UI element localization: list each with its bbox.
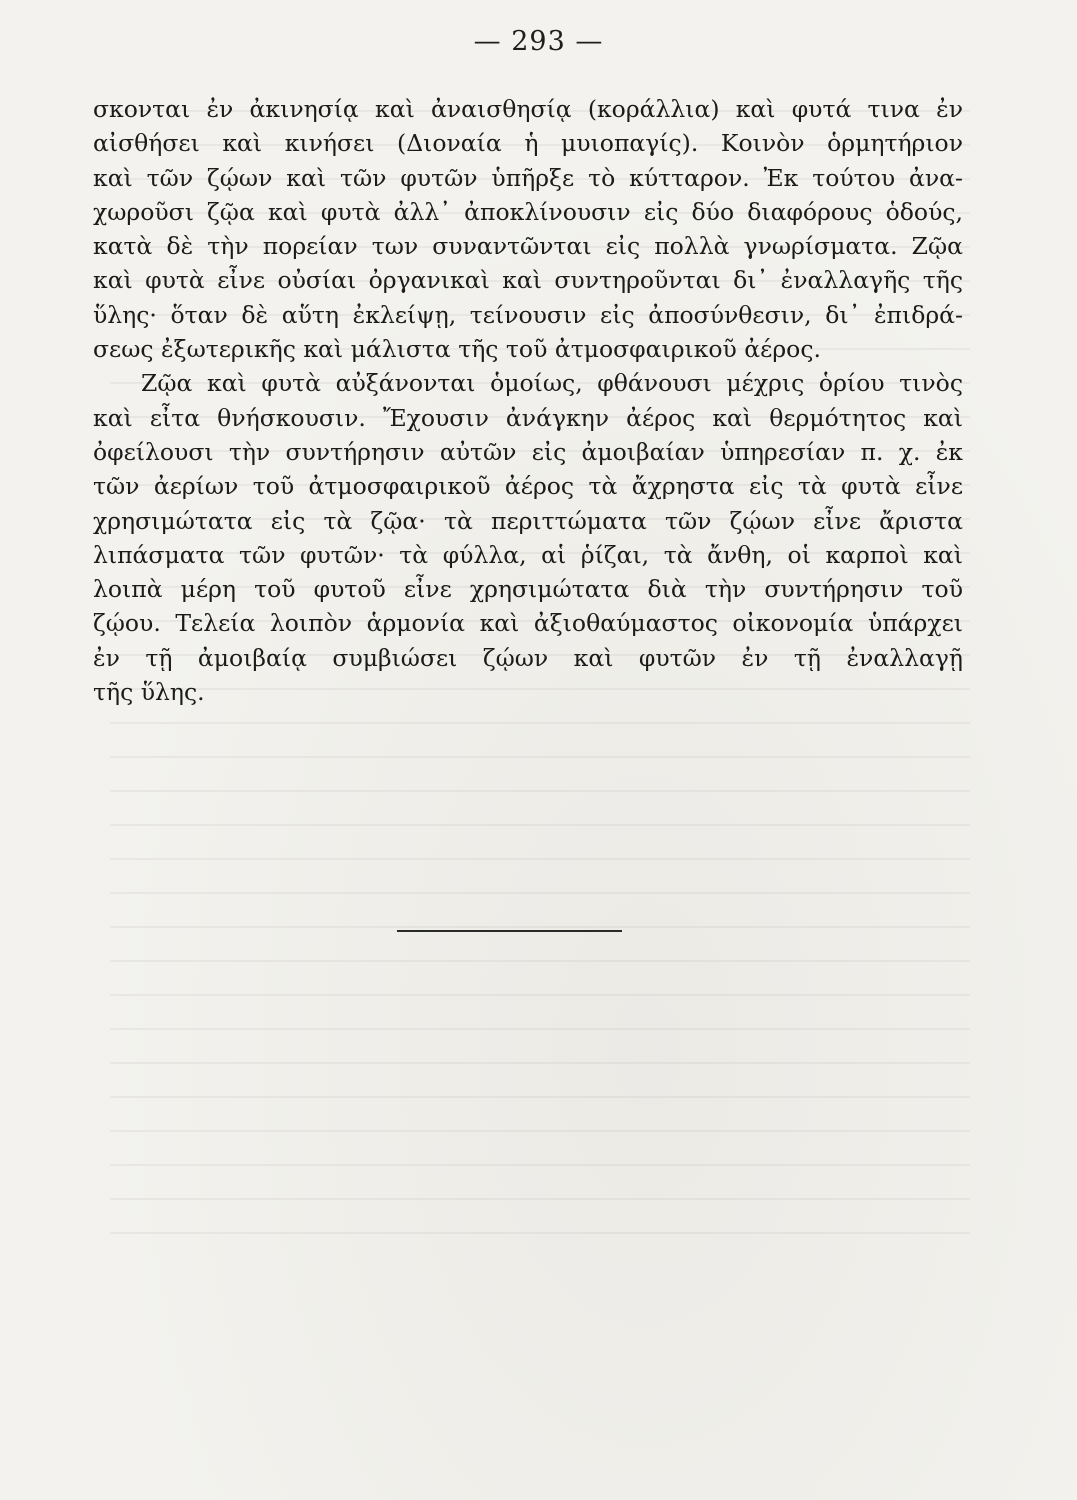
section-divider-rule: [397, 930, 622, 932]
text-line: λιπάσματα τῶν φυτῶν· τὰ φύλλα, αἱ ῥίζαι, τὰ ἄνθη, οἱ καρποὶ καὶ: [93, 540, 963, 569]
body-text: [93, 92, 963, 709]
text-line: αἰσθήσει καὶ κινήσει (Διοναία ἡ μυιοπαγίς). Κοινὸν ὁρμητήριον: [93, 129, 963, 158]
text-line: καὶ τῶν ζῴων καὶ τῶν φυτῶν ὑπῆρξε τὸ κύτταρον. Ἐκ τούτου ἀνα-: [93, 163, 963, 192]
text-line: τῆς ὕλης.: [93, 678, 205, 707]
text-line: ὕλης· ὅταν δὲ αὕτη ἐκλείψῃ, τείνουσιν εἰς ἀποσύνθεσιν, δι᾽ ἐπιδρά-: [93, 300, 963, 329]
text-line: καὶ εἶτα θνήσκουσιν. Ἔχουσιν ἀνάγκην ἀέρος καὶ θερμότητος καὶ: [93, 403, 963, 432]
text-line: λοιπὰ μέρη τοῦ φυτοῦ εἶνε χρησιμώτατα διὰ τὴν συντήρησιν τοῦ: [93, 575, 963, 604]
text-line: χρησιμώτατα εἰς τὰ ζῷα· τὰ περιττώματα τῶν ζῴων εἶνε ἄριστα: [93, 506, 963, 535]
text-line: σκονται ἐν ἀκινησίᾳ καὶ ἀναισθησίᾳ (κοράλλια) καὶ φυτά τινα ἐν: [93, 95, 963, 123]
paragraph-1: [93, 92, 963, 366]
text-line: καὶ φυτὰ εἶνε οὐσίαι ὀργανικαὶ καὶ συντηροῦνται δι᾽ ἐναλλαγῆς τῆς: [93, 266, 963, 295]
text-line: ὀφείλουσι τὴν συντήρησιν αὐτῶν εἰς ἀμοιβαίαν ὑπηρεσίαν π. χ. ἐκ: [93, 437, 963, 466]
text-line: τῶν ἀερίων τοῦ ἀτμοσφαιρικοῦ ἀέρος τὰ ἄχρηστα εἰς τὰ φυτὰ εἶνε: [93, 472, 963, 501]
text-line: ἐν τῇ ἀμοιβαίᾳ συμβιώσει ζῴων καὶ φυτῶν ἐν τῇ ἐναλλαγῇ: [93, 643, 963, 672]
text-line: Ζῷα καὶ φυτὰ αὐξάνονται ὁμοίως, φθάνουσι μέχρις ὁρίου τινὸς: [141, 369, 963, 398]
text-line: κατὰ δὲ τὴν πορείαν των συναντῶνται εἰς πολλὰ γνωρίσματα. Ζῷα: [93, 232, 963, 261]
text-line: σεως ἐξωτερικῆς καὶ μάλιστα τῆς τοῦ ἀτμοσφαιρικοῦ ἀέρος.: [93, 335, 821, 364]
page-number: — 293 —: [473, 26, 604, 57]
text-line: χωροῦσι ζῷα καὶ φυτὰ ἀλλ᾽ ἀποκλίνουσιν εἰς δύο διαφόρους ὁδούς,: [93, 197, 963, 226]
text-line: ζῴου. Τελεία λοιπὸν ἁρμονία καὶ ἀξιοθαύμαστος οἰκονομία ὑπάρχει: [93, 609, 963, 638]
paragraph-2: [93, 366, 963, 709]
